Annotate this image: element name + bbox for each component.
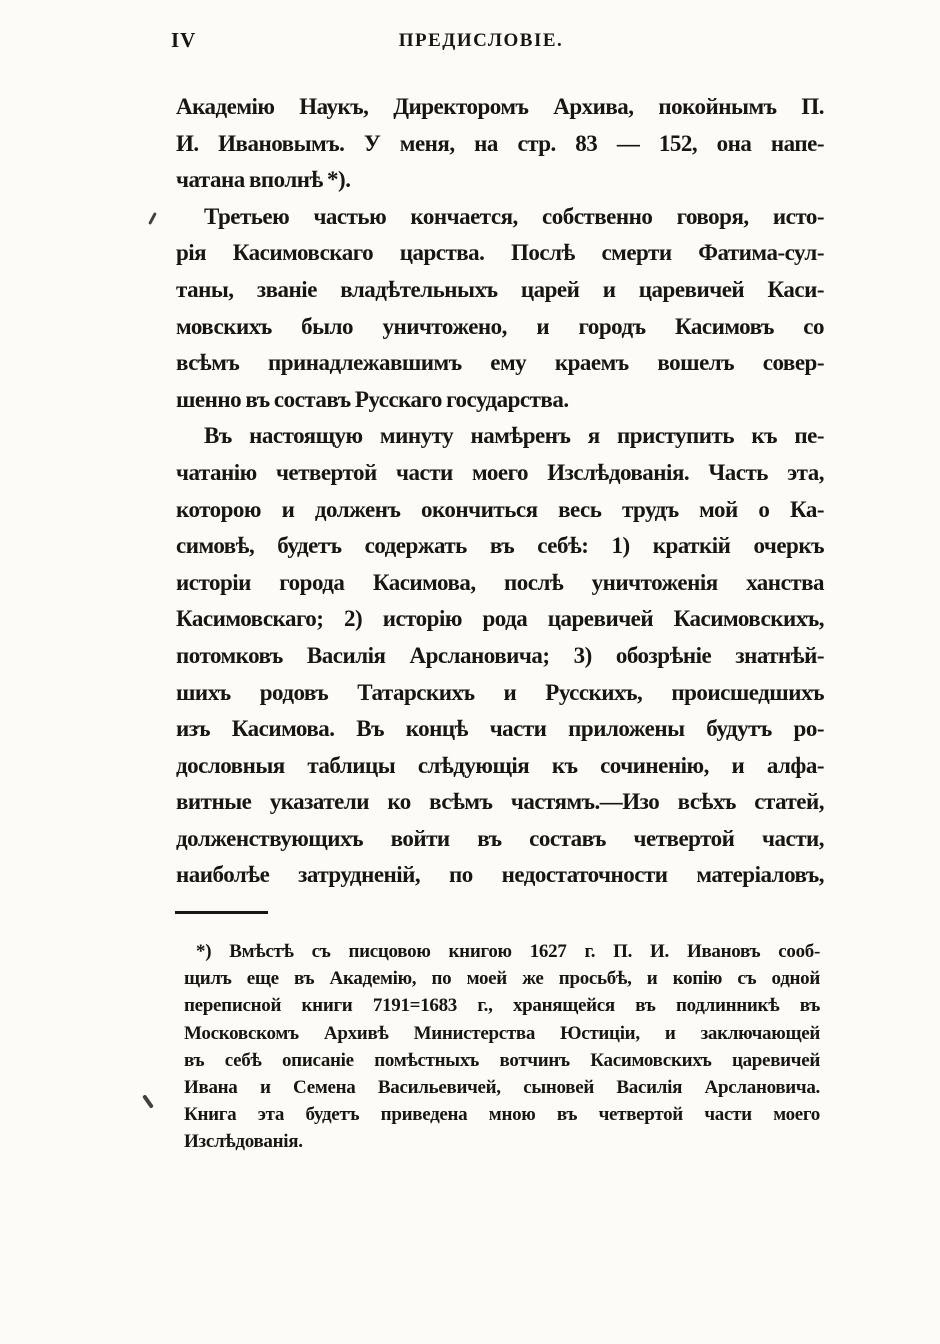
text-line: Академію Наукъ, Директоромъ Архива, покойнымъ П. xyxy=(176,94,824,119)
margin-slash-mark xyxy=(142,1094,154,1109)
main-text-block xyxy=(176,89,824,894)
text-line: рія Касимовскаго царства. Послѣ смерти Фатима-сул- xyxy=(176,240,824,266)
text-line: долженствующихъ войти въ составъ четвертой части, xyxy=(176,825,824,851)
text-line: чатана вполнѣ *). xyxy=(176,167,351,193)
text-line: которою и долженъ окончиться весь трудъ мой о Ка- xyxy=(176,496,824,522)
text-line: Третьею частью кончается, собственно говоря, исто- xyxy=(204,203,824,229)
text-line: чатанію четвертой части моего Изслѣдованія. Часть эта, xyxy=(176,459,824,485)
text-line: И. Ивановымъ. У меня, на стр. 83 — 152, она напе- xyxy=(176,130,824,156)
text-line: шенно въ составъ Русскаго государства. xyxy=(176,386,569,412)
text-line: наиболѣе затрудненій, по недостаточности матеріаловъ, xyxy=(176,862,824,888)
footnote-line: Московскомъ Архивѣ Министерства Юстиціи, и заключающей xyxy=(184,1022,820,1044)
text-line: таны, званіе владѣтельныхъ царей и царевичей Каси- xyxy=(176,276,824,302)
footnote-block xyxy=(184,938,820,1156)
text-line: исторіи города Касимова, послѣ уничтоженія ханства xyxy=(176,569,824,595)
text-line: шихъ родовъ Татарскихъ и Русскихъ, происшедшихъ xyxy=(176,679,824,705)
text-line: потомковъ Василія Арслановича; 3) обозрѣніе знатнѣй- xyxy=(176,642,824,668)
text-line: изъ Касимова. Въ концѣ части приложены будутъ ро- xyxy=(176,716,824,742)
footnote-line: Изслѣдованія. xyxy=(184,1131,303,1153)
margin-tick-mark xyxy=(148,212,157,225)
footnote-line: *) Вмѣстѣ съ писцовою книгою 1627 г. П. И. Ивановъ сооб- xyxy=(196,941,820,962)
text-line: Въ настоящую минуту намѣренъ я приступить къ пе- xyxy=(204,423,824,449)
page-header-title: ПРЕДИСЛОВІЕ. xyxy=(398,30,564,51)
text-line: симовѣ, будетъ содержать въ себѣ: 1) краткій очеркъ xyxy=(176,533,824,559)
text-line: витные указатели ко всѣмъ частямъ.—Изо всѣхъ статей, xyxy=(176,789,824,815)
text-line: мовскихъ было уничтожено, и городъ Касимовъ со xyxy=(176,313,824,339)
footnote-separator-rule xyxy=(175,911,268,914)
footnote-line: переписной книги 7191=1683 г., хранящейся въ подлинникѣ въ xyxy=(184,995,820,1017)
footnote-line: Книга эта будетъ приведена мною въ четвертой части моего xyxy=(184,1104,820,1126)
footnote-line: Ивана и Семена Васильевичей, сыновей Василія Арслановича. xyxy=(184,1077,820,1099)
footnote-line: щилъ еще въ Академію, по моей же просьбѣ, и копію съ одной xyxy=(184,968,820,990)
footnote-line: въ себѣ описаніе помѣстныхъ вотчинъ Касимовскихъ царевичей xyxy=(184,1049,820,1071)
page-number: IV xyxy=(171,28,197,52)
text-line: всѣмъ принадлежавшимъ ему краемъ вошелъ совер- xyxy=(176,350,824,376)
text-line: Касимовскаго; 2) исторію рода царевичей Касимовскихъ, xyxy=(176,606,824,632)
text-line: дословныя таблицы слѣдующія къ сочиненію, и алфа- xyxy=(176,752,824,778)
